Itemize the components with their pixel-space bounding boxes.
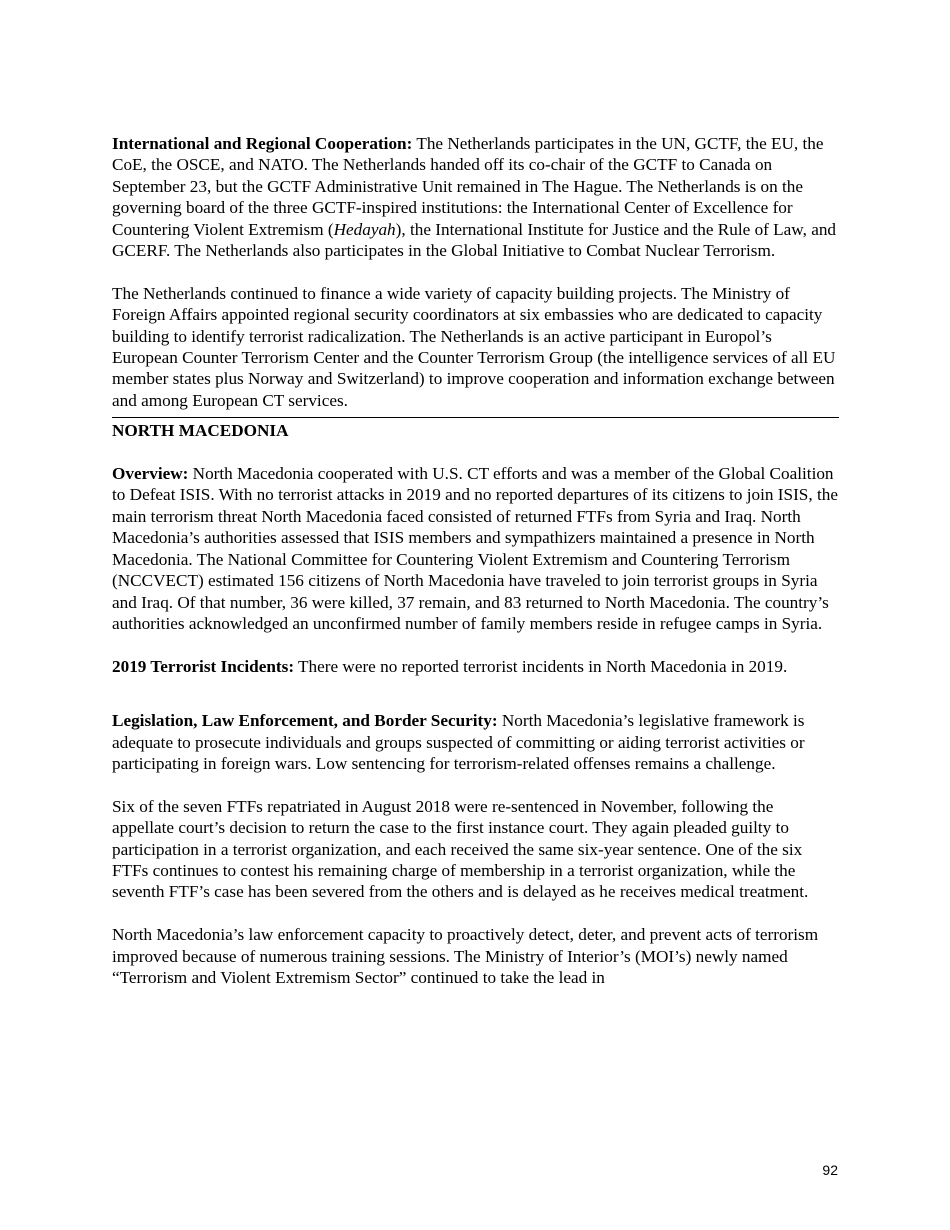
paragraph-text: North Macedonia cooperated with U.S. CT efforts and was a member of the Global Coalition to Defeat ISIS. With no terrorist attacks in 2019 and no reported departures of its citizens to join ISIS, the main terrorism threat North Macedonia faced consisted of returned FTFs from Syria and Iraq. North Macedonia’s authorities assessed that ISIS members and sympathizers maintained a presence in North Macedonia. The National Committee for Countering Violent Extremism and Countering Terrorism (NCCVECT) estimated 156 citizens of North Macedonia have traveled to join terrorist groups in Syria and Iraq. Of that number, 36 were killed, 37 remain, and 83 returned to North Macedonia. The country’s authorities acknowledged an unconfirmed number of family members reside in refugee camps in Syria. bbox=[112, 464, 838, 633]
paragraph-lead-international-cooperation: International and Regional Cooperation: bbox=[112, 134, 413, 153]
page-number: 92 bbox=[822, 1162, 838, 1178]
paragraph-ftfs: Six of the seven FTFs repatriated in August 2018 were re-sentenced in November, following the appellate court’s decision to return the case to the first instance court. They again pleaded guilty to participation in a terrorist organization, and each received the same six-year sentence. One of the six FTFs continues to contest his remaining charge of membership in a terrorist organization, while the seventh FTF’s case has been severed from the others and is delayed as he receives medical treatment. bbox=[112, 796, 809, 902]
paragraph-text: North Macedonia’s legislative framework is adequate to prosecute individuals and groups suspected of committing or aiding terrorist activities or participating in foreign wars. Low sentencing for terrorism-related offenses remains a challenge. bbox=[112, 711, 805, 773]
paragraph-text: There were no reported terrorist incidents in North Macedonia in 2019. bbox=[294, 656, 788, 676]
paragraph-text: ), the International Institute for Justice and the Rule of Law, and GCERF. The Netherlands also participates in the Global Initiative to Combat Nuclear Terrorism. bbox=[112, 219, 837, 261]
italic-term-hedayah: Hedayah bbox=[333, 219, 396, 239]
page-content bbox=[112, 133, 839, 988]
section-divider bbox=[112, 417, 839, 418]
paragraph-international-cooperation bbox=[112, 133, 839, 261]
paragraph-text: The Netherlands participates in the UN, GCTF, the EU, the CoE, the OSCE, and NATO. The Netherlands handed off its co-chair of the GCTF to Canada on September 23, but the GCTF Administrative Unit remained in The Hague. The Netherlands is on the governing board of the three GCTF-inspired institutions: the International Center of Excellence for Countering Violent Extremism ( bbox=[112, 134, 824, 239]
paragraph-terrorist-incidents bbox=[112, 656, 839, 677]
paragraph-lead-incidents: 2019 Terrorist Incidents: bbox=[112, 656, 295, 676]
paragraph-lead-overview: Overview: bbox=[112, 464, 189, 484]
paragraph-legislation bbox=[112, 710, 839, 774]
paragraph-lead-legislation: Legislation, Law Enforcement, and Border Security: bbox=[112, 711, 498, 731]
country-heading: NORTH MACEDONIA bbox=[112, 421, 289, 441]
paragraph-capacity-building: The Netherlands continued to finance a wide variety of capacity building projects. The Ministry of Foreign Affairs appointed regional security coordinators at six embassies who are dedicated to capacity building to identify terrorist radicalization. The Netherlands is an active participant in Europol’s European Counter Terrorism Center and the Counter Terrorism Group (the intelligence services of all EU member states plus Norway and Switzerland) to improve cooperation and information exchange between and among European CT services. bbox=[112, 283, 836, 410]
paragraph-law-enforcement: North Macedonia’s law enforcement capacity to proactively detect, deter, and prevent acts of terrorism improved because of numerous training sessions. The Ministry of Interior’s (MOI’s) newly named “Terrorism and Violent Extremism Sector” continued to take the lead in bbox=[112, 925, 819, 987]
paragraph-overview bbox=[112, 463, 839, 634]
